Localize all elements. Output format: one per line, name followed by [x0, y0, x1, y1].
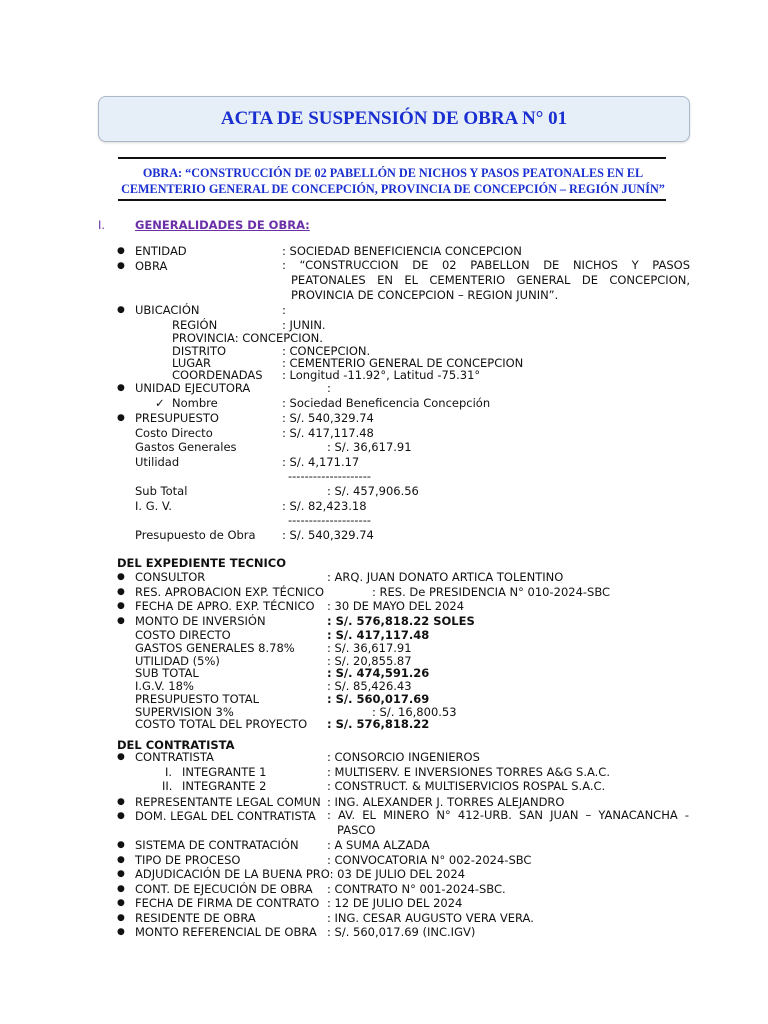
tipo-proceso-value: : CONVOCATORIA N° 002-2024-SBC [327, 853, 532, 867]
adjudicacion-text: ADJUDICACIÓN DE LA BUENA PRO: 03 DE JULIO DEL 2024 [135, 867, 466, 881]
integrante2-number: II. [162, 779, 173, 793]
nombre-label: Nombre [172, 396, 218, 410]
gastos-value: : S/. 36,617.91 [327, 440, 412, 454]
igv-label: I. G. V. [135, 499, 172, 513]
domicilio-value-line2: PASCO [337, 823, 376, 837]
bullet: ● [117, 246, 125, 256]
monto-inversion-value: : S/. 576,818.22 SOLES [327, 614, 475, 628]
provincia-text: PROVINCIA: CONCEPCION. [172, 331, 323, 345]
bullet: ● [117, 869, 125, 879]
bullet: ● [117, 811, 125, 821]
bullet: ● [117, 601, 125, 611]
monto-referencial-label: MONTO REFERENCIAL DE OBRA [135, 925, 317, 939]
coordenadas-value: : Longitud -11.92°, Latitud -75.31° [282, 368, 481, 382]
contrato-value: : CONTRATO N° 001-2024-SBC. [327, 882, 506, 896]
entidad-value: : SOCIEDAD BENEFICIENCIA CONCEPCION [282, 244, 522, 258]
gastos-label: Gastos Generales [135, 440, 237, 454]
unidad-colon: : [327, 381, 331, 395]
costo-total-value: : S/. 576,818.22 [327, 717, 430, 731]
sistema-value: : A SUMA ALZADA [327, 838, 430, 852]
presupuesto-total-label: PRESUPUESTO TOTAL [135, 692, 260, 706]
contratista-label: CONTRATISTA [135, 750, 214, 764]
presupuesto-obra-value: : S/. 540,329.74 [282, 528, 374, 542]
monto-inversion-label: MONTO DE INVERSIÓN [135, 614, 266, 628]
title-box [98, 96, 690, 142]
integrante2-value: : CONSTRUCT. & MULTISERVICIOS ROSPAL S.A.C. [327, 779, 606, 793]
igv-value: : S/. 82,423.18 [282, 499, 367, 513]
ubicacion-colon: : [282, 303, 286, 317]
contratista-heading: DEL CONTRATISTA [117, 738, 235, 752]
obra-label: OBRA [135, 259, 168, 273]
domicilio-label: DOM. LEGAL DEL CONTRATISTA [135, 809, 316, 823]
bottom-rule [118, 199, 666, 201]
tipo-proceso-label: TIPO DE PROCESO [135, 853, 241, 867]
bullet: ● [117, 898, 125, 908]
bullet: ● [117, 413, 125, 423]
expediente-heading: DEL EXPEDIENTE TECNICO [117, 556, 287, 570]
bullet: ● [117, 261, 125, 271]
fecha-aprobacion-label: FECHA DE APRO. EXP. TÉCNICO [135, 599, 315, 613]
subtotal-value: : S/. 457,906.56 [327, 484, 419, 498]
dashes-separator: -------------------- [288, 513, 371, 527]
integrante1-label: INTEGRANTE 1 [182, 765, 267, 779]
subtotal-label: Sub Total [135, 484, 188, 498]
domicilio-value-line1: : AV. EL MINERO N° 412-URB. SAN JUAN – YANACANCHA - [327, 808, 689, 822]
document-title: ACTA DE SUSPENSIÓN DE OBRA N° 01 [220, 108, 568, 129]
gastos-generales-value: : S/. 36,617.91 [327, 641, 412, 655]
presupuesto-value: : S/. 540,329.74 [282, 411, 374, 425]
consultor-label: CONSULTOR [135, 570, 206, 584]
costo-directo-label: COSTO DIRECTO [135, 628, 231, 642]
section-title: GENERALIDADES DE OBRA: [135, 218, 310, 232]
obra-value-line2: PEATONALES EN EL CEMENTERIO GENERAL DE CONCEPCION, [291, 273, 690, 287]
section-number: I. [98, 218, 106, 232]
distrito-value: : CONCEPCION. [282, 344, 371, 358]
fecha-firma-label: FECHA DE FIRMA DE CONTRATO [135, 896, 320, 910]
region-label: REGIÓN [172, 318, 218, 332]
integrante1-number: I. [165, 765, 173, 779]
monto-referencial-value: : S/. 560,017.69 (INC.IGV) [327, 925, 476, 939]
utilidad-value: : S/. 4,171.17 [282, 455, 360, 469]
obra-value-line1: : “CONSTRUCCION DE 02 PABELLON DE NICHOS Y PASOS [282, 258, 690, 272]
region-value: : JUNIN. [282, 318, 326, 332]
presupuesto-obra-label: Presupuesto de Obra [135, 528, 256, 542]
bullet: ● [117, 855, 125, 865]
consultor-value: : ARQ. JUAN DONATO ARTICA TOLENTINO [327, 570, 564, 584]
supervision-label: SUPERVISION 3% [135, 705, 234, 719]
entidad-label: ENTIDAD [135, 244, 187, 258]
bullet: ● [117, 884, 125, 894]
presupuesto-total-value: : S/. 560,017.69 [327, 692, 430, 706]
representante-value: : ING. ALEXANDER J. TORRES ALEJANDRO [327, 795, 565, 809]
contrato-label: CONT. DE EJECUCIÓN DE OBRA [135, 882, 313, 896]
presupuesto-label: PRESUPUESTO [135, 411, 219, 425]
costo-total-label: COSTO TOTAL DEL PROYECTO [135, 717, 308, 731]
distrito-label: DISTRITO [172, 344, 227, 358]
costo-directo-value: : S/. 417,117.48 [327, 628, 430, 642]
supervision-value: : S/. 16,800.53 [372, 705, 457, 719]
subtotal-label: SUB TOTAL [135, 666, 199, 680]
bullet: ● [117, 587, 125, 597]
obra-value-line3: PROVINCIA DE CONCEPCION – REGION JUNIN”. [291, 288, 559, 302]
utilidad-label: Utilidad [135, 455, 180, 469]
sistema-label: SISTEMA DE CONTRATACIÓN [135, 838, 299, 852]
nombre-value: : Sociedad Beneficencia Concepción [282, 396, 491, 410]
igv-label: I.G.V. 18% [135, 679, 194, 693]
integrante1-value: : MULTISERV. E INVERSIONES TORRES A&G S.A.C. [327, 765, 610, 779]
res-label: RES. APROBACION EXP. TÉCNICO [135, 585, 324, 599]
coordenadas-label: COORDENADAS [172, 368, 263, 382]
fecha-firma-value: : 12 DE JULIO DEL 2024 [327, 896, 463, 910]
gastos-generales-label: GASTOS GENERALES 8.78% [135, 641, 295, 655]
lugar-value: : CEMENTERIO GENERAL DE CONCEPCION [282, 356, 524, 370]
contratista-value: : CONSORCIO INGENIEROS [327, 750, 480, 764]
bullet: ● [117, 797, 125, 807]
bullet: ● [117, 840, 125, 850]
bullet: ● [117, 913, 125, 923]
check-icon: ✓ [155, 396, 165, 410]
bullet: ● [117, 572, 125, 582]
utilidad-value: : S/. 20,855.87 [327, 654, 412, 668]
bullet: ● [117, 752, 125, 762]
res-value: : RES. De PRESIDENCIA N° 010-2024-SBC [372, 585, 611, 599]
bullet: ● [117, 927, 125, 937]
bullet: ● [117, 383, 125, 393]
fecha-aprobacion-value: : 30 DE MAYO DEL 2024 [327, 599, 465, 613]
subtotal-value: : S/. 474,591.26 [327, 666, 430, 680]
unidad-label: UNIDAD EJECUTORA [135, 381, 251, 395]
residente-label: RESIDENTE DE OBRA [135, 911, 256, 925]
representante-label: REPRESENTANTE LEGAL COMUN [135, 795, 321, 809]
lugar-label: LUGAR [172, 356, 212, 370]
top-rule [118, 157, 666, 159]
bullet: ● [117, 616, 125, 626]
integrante2-label: INTEGRANTE 2 [182, 779, 267, 793]
igv-value: : S/. 85,426.43 [327, 679, 412, 693]
costo-directo-value: : S/. 417,117.48 [282, 426, 374, 440]
bullet: ● [117, 305, 125, 315]
obra-heading-line1: OBRA: “CONSTRUCCIÓN DE 02 PABELLÓN DE NICHOS Y PASOS PEATONALES EN EL [142, 166, 644, 180]
dashes-separator: -------------------- [288, 469, 371, 483]
obra-heading-line2: CEMENTERIO GENERAL DE CONCEPCIÓN, PROVINCIA DE CONCEPCIÓN – REGIÓN JUNÍN” [121, 182, 665, 196]
residente-value: : ING. CESAR AUGUSTO VERA VERA. [327, 911, 534, 925]
ubicacion-label: UBICACIÓN [135, 303, 200, 317]
utilidad-label: UTILIDAD (5%) [135, 654, 220, 668]
costo-directo-label: Costo Directo [135, 426, 213, 440]
